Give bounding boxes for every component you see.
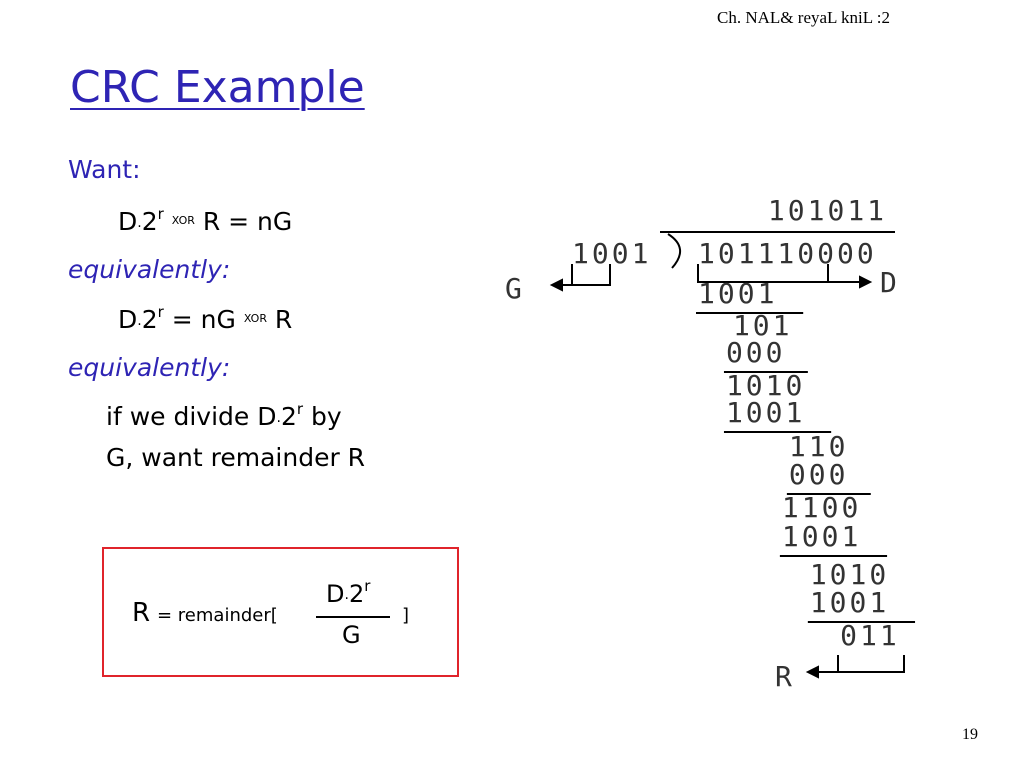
r-bracket bbox=[838, 655, 904, 672]
eq2-two: 2 bbox=[141, 305, 158, 334]
eq2-d: D bbox=[118, 305, 138, 334]
label-g: G bbox=[505, 272, 525, 305]
eq2-rest: R bbox=[274, 305, 293, 334]
formula-remainder-word: = remainder[ bbox=[157, 605, 278, 626]
eq1-rest: R = nG bbox=[202, 207, 293, 236]
division-step-9: 1001 bbox=[781, 520, 862, 553]
division-step-12: 011 bbox=[840, 619, 900, 652]
division-step-11: 1001 bbox=[809, 586, 890, 619]
line3-sup: r bbox=[296, 400, 304, 418]
line3-dot: · bbox=[276, 414, 281, 430]
eq1-dot: · bbox=[137, 219, 142, 235]
divisor: 1001 bbox=[572, 237, 652, 270]
equivalently-1: equivalently: bbox=[68, 255, 231, 284]
division-step-2: 101 bbox=[732, 309, 793, 342]
division-step-7: 000 bbox=[788, 458, 849, 491]
eq2-mid: = nG bbox=[171, 305, 236, 334]
line3-post: by bbox=[310, 402, 342, 431]
dividend: 101110000 bbox=[698, 237, 877, 270]
equivalently-2: equivalently: bbox=[68, 353, 231, 382]
page-number: 19 bbox=[962, 726, 978, 743]
num-two: 2 bbox=[348, 580, 365, 608]
division-step-5: 1001 bbox=[725, 396, 806, 429]
formula-close-bracket: ] bbox=[402, 605, 410, 626]
eq2-dot: · bbox=[137, 317, 142, 333]
division-step-3: 000 bbox=[725, 336, 786, 369]
eq1-xor: XOR bbox=[171, 214, 195, 227]
num-sup: r bbox=[364, 577, 371, 595]
division-step-1: 1001 bbox=[698, 277, 778, 310]
num-d: D bbox=[326, 580, 345, 608]
slide-title: CRC Example bbox=[70, 62, 365, 113]
formula-r: R bbox=[132, 598, 151, 628]
g-arrowhead bbox=[552, 280, 562, 290]
r-arrowhead bbox=[808, 667, 818, 677]
division-bracket bbox=[668, 234, 680, 268]
division-step-6: 110 bbox=[788, 430, 849, 463]
eq2-sup: r bbox=[157, 303, 164, 321]
division-group bbox=[505, 194, 915, 693]
line3-pre: if we divide D bbox=[106, 402, 277, 431]
eq2-xor: XOR bbox=[243, 312, 267, 325]
division-step-4: 1010 bbox=[725, 369, 806, 402]
divide-line-2: G, want remainder R bbox=[106, 443, 366, 472]
division-step-10: 1010 bbox=[809, 558, 890, 591]
num-dot: · bbox=[344, 591, 349, 607]
label-d: D bbox=[880, 266, 900, 299]
label-r: R bbox=[775, 660, 795, 693]
want-label: Want: bbox=[68, 155, 141, 184]
eq1-d: D bbox=[118, 207, 138, 236]
line3-two: 2 bbox=[280, 402, 297, 431]
d-arrowhead bbox=[860, 277, 870, 287]
eq1-two: 2 bbox=[141, 207, 158, 236]
slide-header: Ch. NAL& reyaL kniL :2 bbox=[717, 8, 890, 27]
quotient: 101011 bbox=[767, 194, 888, 227]
formula-denominator: G bbox=[342, 621, 361, 649]
eq1-sup: r bbox=[157, 205, 164, 223]
division-step-8: 1100 bbox=[781, 491, 862, 524]
